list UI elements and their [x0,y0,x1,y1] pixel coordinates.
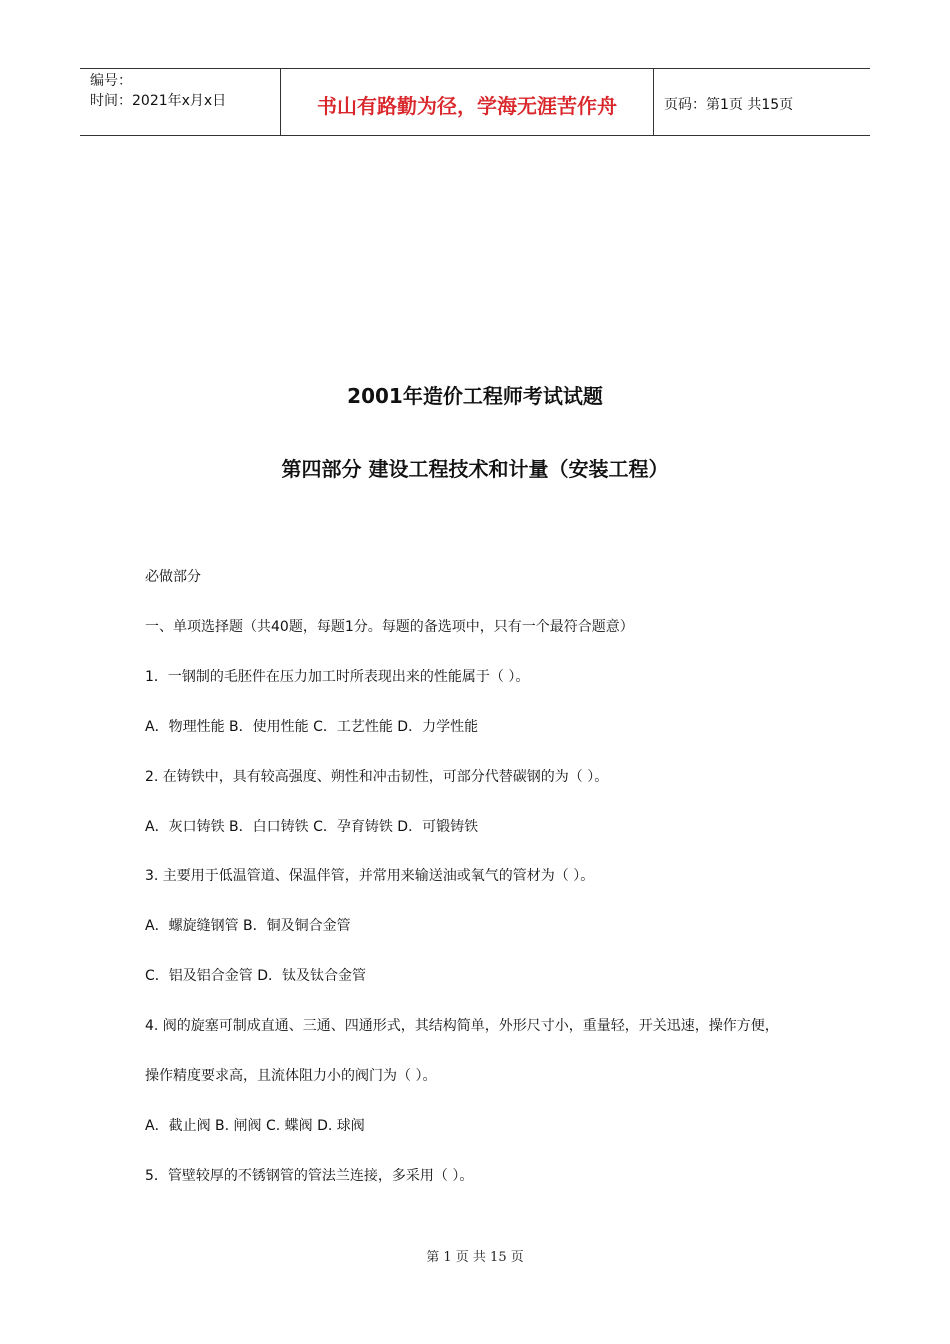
header-table [80,68,870,136]
body-line: 1．一钢制的毛胚件在压力加工时所表现出来的性能属于（ ）。 [145,669,530,685]
time-label: 时间：2021年x月x日 [90,93,227,109]
body-line: 4. 阀的旋塞可制成直通、三通、四通形式，其结构简单，外形尺寸小，重量轻，开关迅速，操作方便， [145,1018,779,1034]
body-line: A．物理性能 B．使用性能 C．工艺性能 D．力学性能 [145,719,479,735]
body-line: A．截止阀 B. 闸阀 C. 蝶阀 D. 球阀 [145,1118,365,1134]
document-subtitle: 第四部分 建设工程技术和计量（安装工程） [281,457,669,481]
body-line: 一、单项选择题（共40题，每题1分。每题的备选项中，只有一个最符合题意） [145,619,634,635]
body-line: 必做部分 [145,569,201,585]
body-line: 2. 在铸铁中，具有较高强度、朔性和冲击韧性，可部分代替碳钢的为（ ）。 [145,769,609,785]
page-info: 页码：第1页 共15页 [664,97,794,113]
number-label: 编号： [90,73,132,89]
motto: 书山有路勤为径，学海无涯苦作舟 [281,69,654,135]
page-footer: 第 1 页 共 15 页 [426,1250,524,1265]
header-left-cell [80,69,281,135]
document-title: 2001年造价工程师考试试题 [347,384,603,408]
body-line: A．螺旋缝钢管 B．铜及铜合金管 [145,918,351,934]
body-line: A．灰口铸铁 B．白口铸铁 C．孕育铸铁 D．可锻铸铁 [145,819,479,835]
body-line: 5．管壁较厚的不锈钢管的管法兰连接，多采用（ ）。 [145,1168,474,1184]
body-line: 3. 主要用于低温管道、保温伴管，并常用来输送油或氧气的管材为（ ）。 [145,868,595,884]
body-line: 操作精度要求高，且流体阻力小的阀门为（ ）。 [145,1068,437,1084]
body-line: C．铝及铝合金管 D．钛及钛合金管 [145,968,367,984]
